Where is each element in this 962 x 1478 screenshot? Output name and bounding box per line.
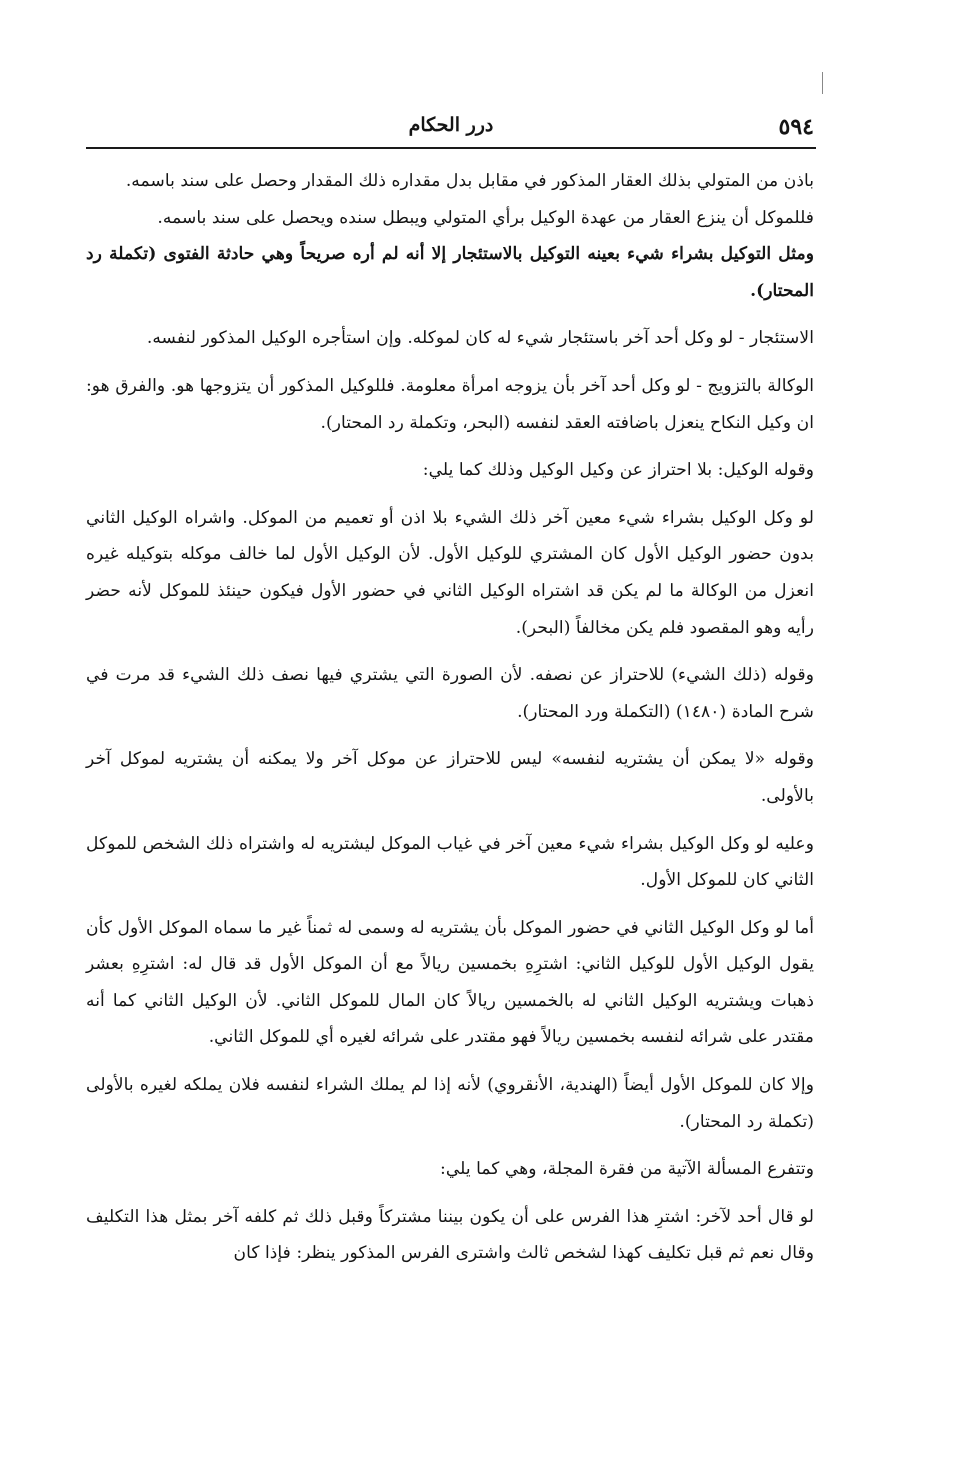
- paragraph: وإلا كان للموكل الأول أيضاً (الهندية، الأنقروي) لأنه إذا لم يملك الشراء لنفسه فلان يملكه لغيره بالأولى (تكملة رد المحتار).: [86, 1075, 814, 1132]
- paragraph: وتتفرع المسألة الآتية من فقرة المجلة، وهي كما يلي:: [440, 1159, 814, 1180]
- paragraph: الاستئجار - لو وكل أحد آخر باستئجار شيء له كان لموكله. وإن استأجره الوكيل المذكور لنفسه.: [146, 328, 814, 349]
- paragraph: وقوله «لا يمكن أن يشتريه لنفسه» ليس للاحتراز عن موكل آخر ولا يمكنه أن يشتريه لموكل آخر بالأولى.: [86, 749, 814, 806]
- paragraph: وقوله (ذلك الشيء) للاحتراز عن نصفه. لأن الصورة التي يشتري فيها نصف ذلك الشيء قد مرت في شرح المادة (١٤٨٠) (التكملة ورد المحتار).: [86, 665, 814, 722]
- paragraph: وعليه لو وكل الوكيل بشراء شيء معين آخر في غياب الموكل ليشتريه له واشتراه ذلك الشخص للموكل الثاني كان للموكل الأول.: [86, 833, 814, 891]
- header-rule: [86, 147, 816, 149]
- paragraph: فللموكل أن ينزع العقار من عهدة الوكيل برأي المتولي ويبطل سنده ويحصل على سند باسمه.: [157, 207, 814, 228]
- paragraph: ومثل التوكيل بشراء شيء بعينه التوكيل بالاستئجار إلا أنه لم أره صريحاً وهي حادثة الفتوى (تكملة رد المحتار).: [86, 244, 814, 301]
- body-text: [86, 163, 814, 1283]
- page-number: ٥٩٤: [778, 114, 814, 140]
- paragraph: أما لو وكل الوكيل الثاني في حضور الموكل بأن يشتريه له وسمى له ثمناً غير ما سماه الموكل الأول كأن يقول الوكيل الأول للوكيل الثاني: اشترِهِ بخمسين ريالاً مع أن الموكل الأول قد قال له: اشترِهِ بعشر ذهبات ويشتريه الوكيل الثاني له بالخمسين ريالاً كان المال للموكل الثاني. لأن الوكيل الثاني كما أنه مقتدر على شرائه لنفسه بخمسين ريالاً فهو مقتدر على شرائه لغيره أي للموكل الثاني.: [86, 917, 814, 1048]
- margin-mark: [822, 72, 823, 94]
- paragraph: لو قال أحد لآخر: اشترِ هذا الفرس على أن يكون بيننا مشتركاً وقبل ذلك ثم كلفه آخر بمثل هذا التكليف وقال نعم ثم قبل تكليف كهذا لشخص ثالث واشترى الفرس المذكور ينظر: فإذا كان: [86, 1206, 814, 1264]
- paragraph: وقوله الوكيل: بلا احتراز عن وكيل الوكيل وذلك كما يلي:: [422, 460, 814, 481]
- paragraph: لو وكل الوكيل بشراء شيء معين آخر ذلك الشيء بلا اذن أو تعميم من الموكل. واشراه الوكيل الثاني بدون حضور الوكيل الأول كان المشتري للوكيل الأول. لأن الوكيل الأول لما خالف موكله بتوكيله غيره انعزل من الوكالة ما لم يكن قد اشتراه الوكيل الثاني في حضور الأول فيكون حينئذ للموكل لأنه حضر رأيه وهو المقصود فلم يكن مخالفاً (البحر).: [86, 507, 814, 638]
- running-title: درر الحكام: [408, 114, 494, 136]
- paragraph: الوكالة بالتزويج - لو وكل أحد آخر بأن يزوجه امرأة معلومة. فللوكيل المذكور أن يتزوجها هو. والفرق هو: ان وكيل النكاح ينعزل باضافته العقد لنفسه (البحر، وتكملة رد المحتار).: [86, 375, 814, 433]
- paragraph: باذن من المتولي بذلك العقار المذكور في مقابل بدل مقداره ذلك المقدار وحصل على سند باسمه.: [125, 171, 814, 191]
- page-header: [88, 112, 814, 144]
